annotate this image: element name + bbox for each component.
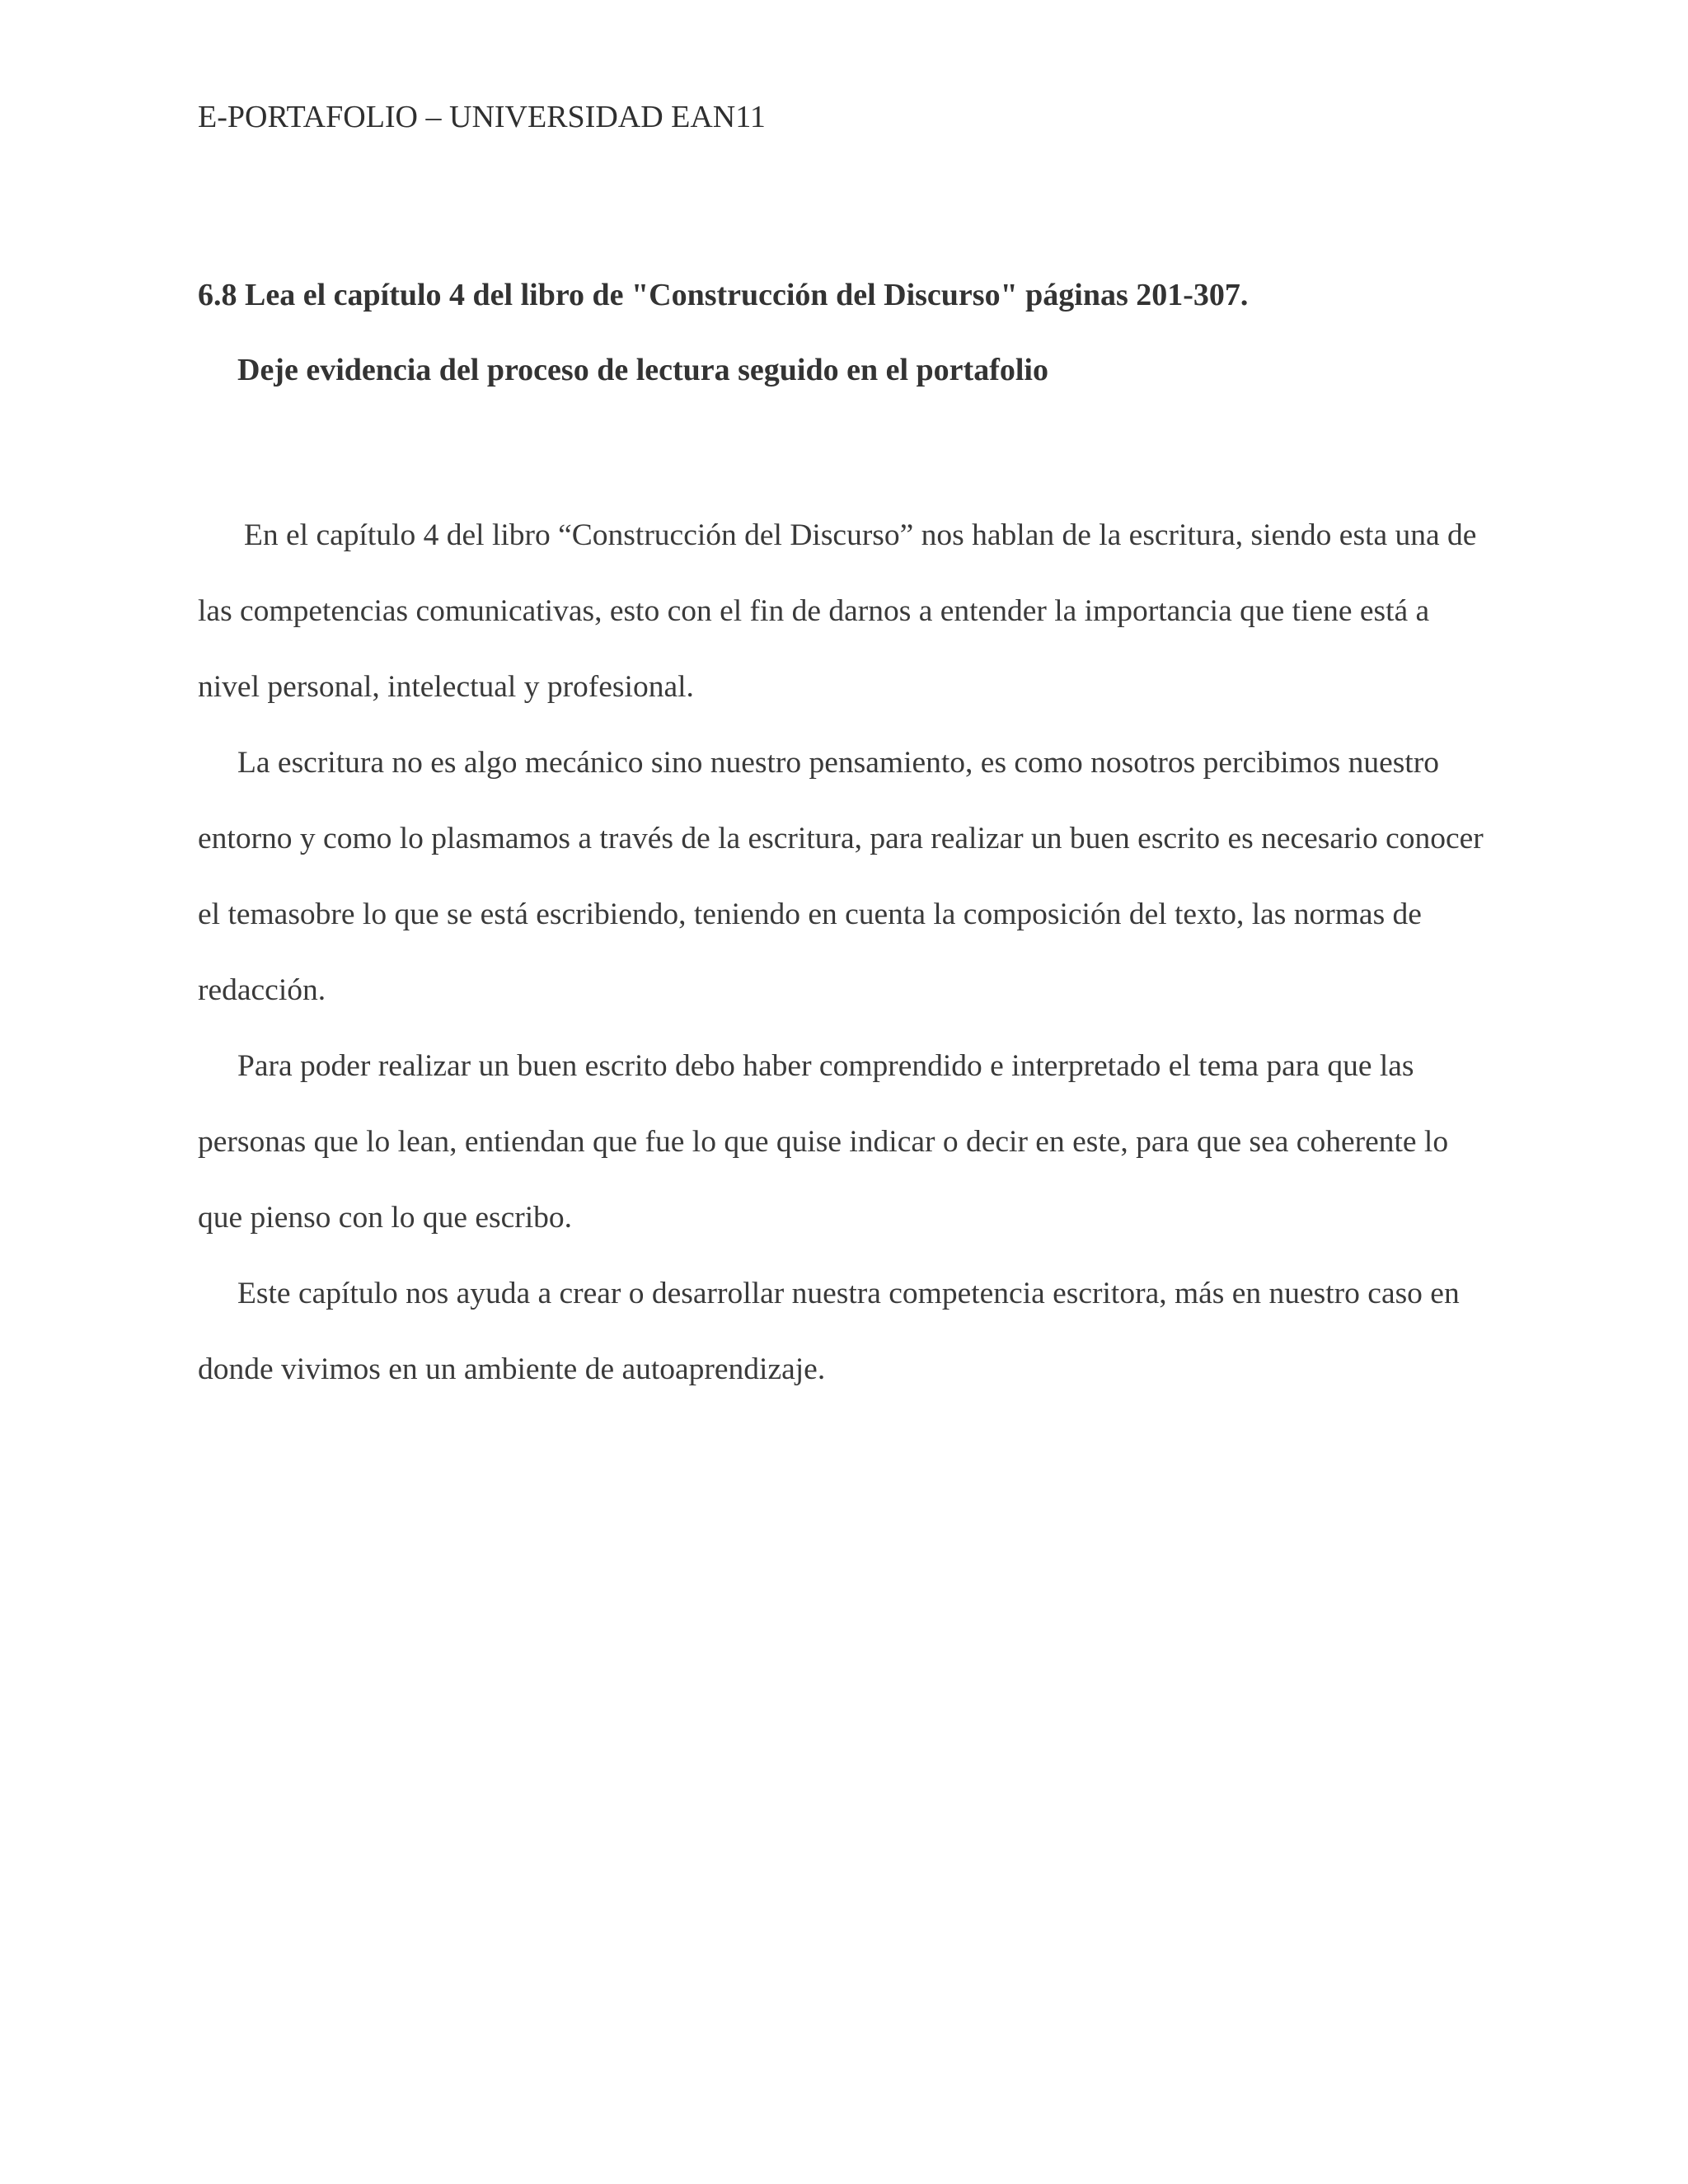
paragraph: La escritura no es algo mecánico sino nuestro pensamiento, es como nosotros percibimos nuestro entorno y como lo plasmamos a través de la escritura, para realizar un buen escrito es necesario conocer el temasobre lo que se está escribiendo, teniendo en cuenta la composición del texto, las normas de redacción. xyxy=(198,746,1484,1007)
paragraph: En el capítulo 4 del libro “Construcción del Discurso” nos hablan de la escritura, siendo esta una de las competencias comunicativas, esto con el fin de darnos a entender la importancia que tiene está a nivel personal, intelectual y profesional. xyxy=(198,518,1477,704)
paragraph: Este capítulo nos ayuda a crear o desarrollar nuestra competencia escritora, más en nuestro caso en donde vivimos en un ambiente de autoaprendizaje. xyxy=(198,1277,1460,1386)
section-title: 6.8 Lea el capítulo 4 del libro de "Construcción del Discurso" páginas 201-307. xyxy=(198,278,1249,312)
page-header: E-PORTAFOLIO – UNIVERSIDAD EAN11 xyxy=(198,100,766,134)
paragraph: Para poder realizar un buen escrito debo haber comprendido e interpretado el tema para que las personas que lo lean, entiendan que fue lo que quise indicar o decir en este, para que sea coherente lo que pienso con lo que escribo. xyxy=(198,1049,1449,1235)
body-text xyxy=(198,498,1492,1408)
section-subtitle: Deje evidencia del proceso de lectura seguido en el portafolio xyxy=(237,353,1048,387)
